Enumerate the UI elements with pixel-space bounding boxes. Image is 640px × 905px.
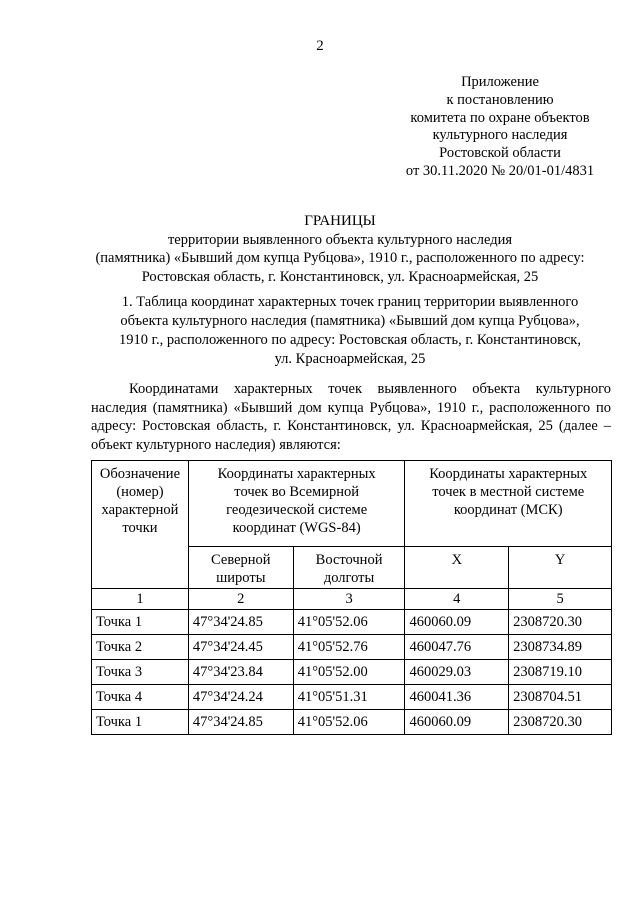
latitude-cell: 47°34'24.45	[188, 635, 293, 660]
section-line: 1. Таблица координат характерных точек границ территории выявленного	[121, 294, 579, 310]
table-row	[92, 660, 612, 685]
header-msk: Координаты характерных точек в местной системе координат (МСК)	[405, 461, 612, 547]
x-cell: 460029.03	[405, 660, 509, 685]
x-cell: 460060.09	[405, 610, 509, 635]
table-row	[92, 710, 612, 735]
heading-line: (памятника) «Бывший дом купца Рубцова», 1910 г., расположенного по адресу:	[95, 250, 585, 266]
column-number: 5	[509, 589, 612, 610]
section-line: 1910 г., расположенного по адресу: Ростовская область, г. Константиновск,	[119, 332, 581, 348]
longitude-cell: 41°05'52.06	[293, 610, 405, 635]
appendix-line: Приложение	[461, 74, 539, 90]
point-name: Точка 4	[92, 685, 189, 710]
appendix-block	[390, 74, 610, 181]
point-name: Точка 1	[92, 710, 189, 735]
longitude-cell: 41°05'51.31	[293, 685, 405, 710]
page-number: 2	[316, 38, 324, 54]
x-cell: 460047.76	[405, 635, 509, 660]
longitude-cell: 41°05'52.06	[293, 710, 405, 735]
y-cell: 2308719.10	[509, 660, 612, 685]
point-name: Точка 2	[92, 635, 189, 660]
header-north-latitude: Северной широты	[188, 547, 293, 589]
column-number-row	[92, 589, 612, 610]
body-paragraph: Координатами характерных точек выявленного объекта культурного наследия (памятника) «Бывший дом купца Рубцова», 1910 г., расположенного по адресу: Ростовская область, г. Константиновск, ул. Красноармейская, 25 (далее – объект культурного наследия) являются:	[91, 381, 611, 453]
appendix-line: комитета по охране объектов	[410, 109, 590, 126]
x-cell: 460060.09	[405, 710, 509, 735]
y-cell: 2308704.51	[509, 685, 612, 710]
table-row	[92, 685, 612, 710]
document-heading	[60, 212, 620, 286]
heading-line: Ростовская область, г. Константиновск, ул. Красноармейская, 25	[141, 268, 539, 285]
y-cell: 2308734.89	[509, 635, 612, 660]
y-cell: 2308720.30	[509, 610, 612, 635]
heading-line: территории выявленного объекта культурного наследия	[167, 231, 513, 248]
header-y: Y	[509, 547, 612, 589]
column-number: 3	[293, 589, 405, 610]
y-cell: 2308720.30	[509, 710, 612, 735]
section-line: ул. Красноармейская, 25	[274, 351, 426, 367]
column-number: 4	[405, 589, 509, 610]
x-cell: 460041.36	[405, 685, 509, 710]
header-x: X	[405, 547, 509, 589]
table-row	[92, 635, 612, 660]
header-east-longitude: Восточной долготы	[293, 547, 405, 589]
point-name: Точка 1	[92, 610, 189, 635]
coordinates-table	[91, 460, 612, 735]
section-line: объекта культурного наследия (памятника) «Бывший дом купца Рубцова»,	[120, 313, 580, 329]
table-row	[92, 610, 612, 635]
point-name: Точка 3	[92, 660, 189, 685]
section-title	[95, 293, 605, 369]
longitude-cell: 41°05'52.00	[293, 660, 405, 685]
appendix-line: Ростовской области	[439, 145, 561, 162]
latitude-cell: 47°34'24.24	[188, 685, 293, 710]
longitude-cell: 41°05'52.76	[293, 635, 405, 660]
header-wgs: Координаты характерных точек во Всемирной геодезической системе координат (WGS-84)	[188, 461, 405, 547]
column-number: 1	[92, 589, 189, 610]
latitude-cell: 47°34'24.85	[188, 610, 293, 635]
document-title: ГРАНИЦЫ	[304, 213, 376, 229]
latitude-cell: 47°34'24.85	[188, 710, 293, 735]
column-number: 2	[188, 589, 293, 610]
latitude-cell: 47°34'23.84	[188, 660, 293, 685]
appendix-line: культурного наследия	[432, 127, 568, 144]
appendix-line: к постановлению	[446, 91, 554, 108]
header-designation: Обозначение (номер) характерной точки	[92, 461, 189, 589]
appendix-line: от 30.11.2020 № 20/01-01/4831	[405, 162, 595, 179]
